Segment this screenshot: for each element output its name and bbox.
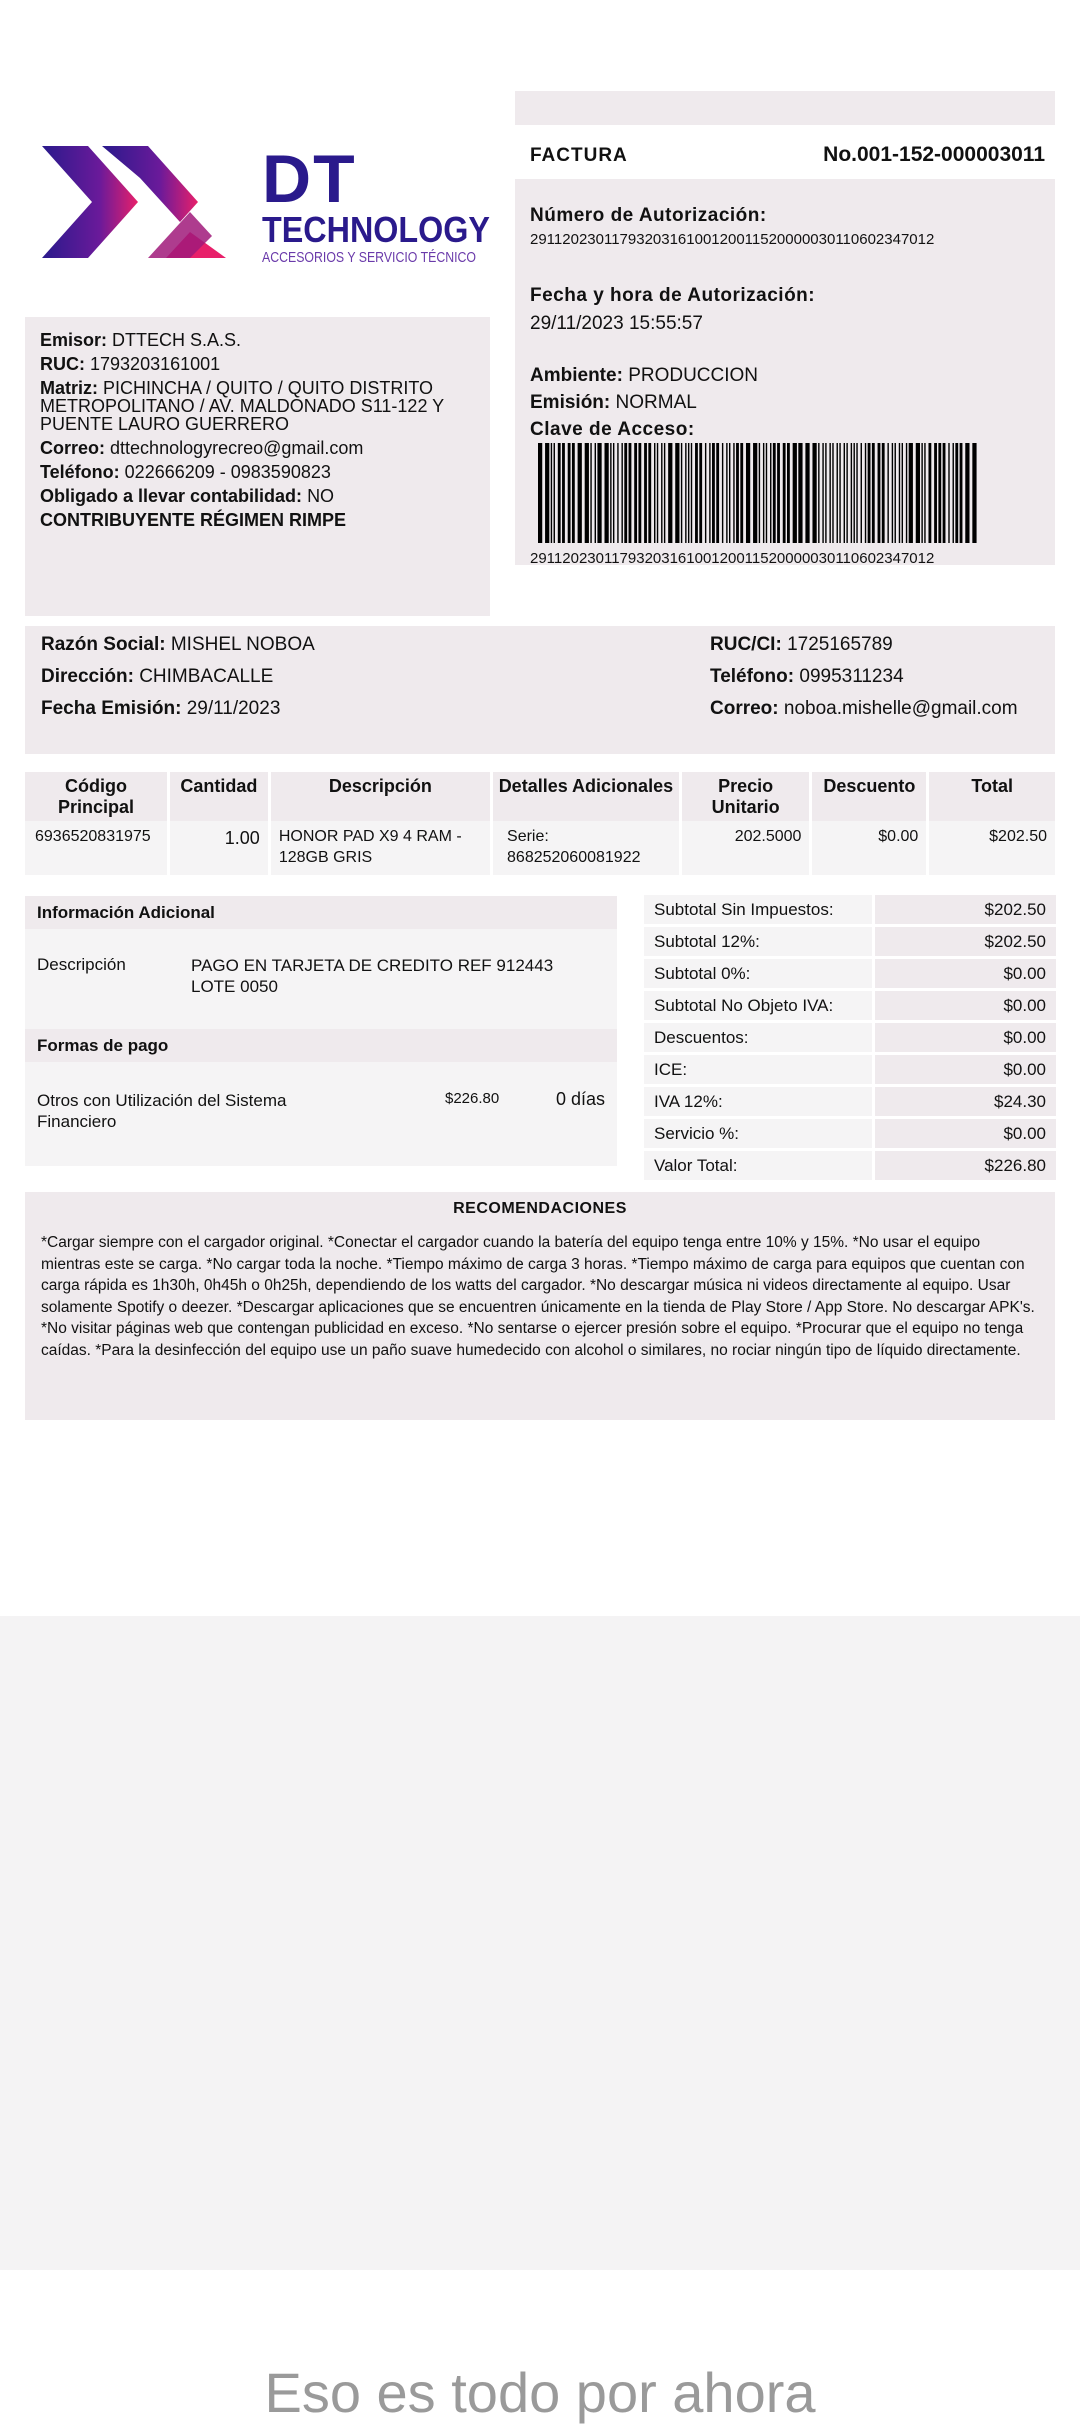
barcode-bar (554, 443, 555, 543)
brand-tagline: ACCESORIOS Y SERVICIO TÉCNICO (262, 249, 476, 266)
totals-label: Subtotal 12%: (644, 927, 872, 956)
col-header: Descripción (271, 772, 490, 821)
auth-date-label: Fecha y hora de Autorización: (530, 285, 816, 306)
barcode-bar (657, 443, 658, 543)
issuer-ruc-label: RUC: (40, 354, 85, 374)
barcode-bar (695, 443, 698, 543)
ambiente (530, 365, 758, 387)
item-total: $202.50 (929, 821, 1055, 875)
barcode-bar (712, 443, 715, 543)
barcode-bar (740, 443, 743, 543)
totals-row (644, 1151, 1056, 1180)
client-box (25, 626, 1055, 754)
totals-label: Subtotal 0%: (644, 959, 872, 988)
issuer-ruc-value: 1793203161001 (90, 354, 221, 374)
barcode-bar (597, 443, 601, 543)
totals-label: IVA 12%: (644, 1087, 872, 1116)
client-address (41, 666, 273, 688)
issuer-email-value: dttechnologyrecreo@gmail.com (110, 438, 364, 458)
barcode-bar (691, 443, 692, 543)
totals-label: ICE: (644, 1055, 872, 1084)
barcode-bar (906, 443, 907, 543)
barcode-bar (675, 443, 679, 543)
barcode-bar (798, 443, 802, 543)
barcode-bar (837, 443, 838, 543)
issuer-phone-label: Teléfono: (40, 462, 120, 482)
recommendations-text: *Cargar siempre con el cargador original. *Conectar el cargador cuando la batería del equipo tenga entre 10% y 15%. *No usar el equipo mientras este se carga. *No cargar toda la noche. *Tiempo máximo de carga 3 horas. *Tiempo máximo de carga para equipos que cuentan con carga rápida es 1h30h, 0h45h o 0h25h, dependiendo de los watts del cargador. *No descargar música ni videos directamente al equipo. Usar solamente Spotify o deezer. *Descargar aplicaciones que se encuentren únicamente en la tienda de Play Store / App Store. No descargar APK's. *No visitar páginas web que contengan publicidad en exceso. *No sentarse o ejercer presión sobre el equipo. *Procurar que el equipo no tenga caídas. *Para la desinfección del equipo use un paño suave humedecido con alcohol o similares, no rociar ningún tipo de líquido directamente. (41, 1234, 1035, 1359)
barcode-bar (777, 443, 780, 543)
payment-method: Otros con Utilización del Sistema Financiero (37, 1091, 287, 1132)
totals-table (644, 895, 1056, 1183)
barcode-bar (753, 443, 757, 543)
info-desc-value: PAGO EN TARJETA DE CREDITO REF 912443 LOTE 0050 (191, 956, 554, 997)
issuer-phone (40, 463, 475, 481)
barcode-bar (818, 443, 819, 543)
barcode-bar (733, 443, 734, 543)
barcode-bar (770, 443, 771, 543)
client-phone (710, 666, 904, 688)
client-issue-date (41, 698, 280, 720)
totals-row (644, 959, 1056, 988)
totals-row (644, 991, 1056, 1020)
barcode-bar (551, 443, 552, 543)
client-email-label: Correo: (710, 698, 779, 719)
barcode-bar (726, 443, 727, 543)
barcode-bar (634, 443, 637, 543)
additional-info (25, 896, 617, 1166)
item-description: HONOR PAD X9 4 RAM - 128GB GRIS (271, 821, 490, 875)
barcode-bar (844, 443, 845, 543)
auth-number-label: Número de Autorización: (530, 205, 767, 226)
barcode-bar (654, 443, 655, 543)
client-name (41, 634, 315, 656)
issuer-phone-value: 022666209 - 0983590823 (124, 462, 331, 482)
client-issue-date-value: 29/11/2023 (186, 698, 281, 719)
client-issue-date-label: Fecha Emisión: (41, 698, 182, 719)
emision-value: NORMAL (615, 392, 697, 413)
issuer-accounting (40, 487, 475, 505)
totals-row (644, 1119, 1056, 1148)
items-header-row (25, 772, 1055, 821)
barcode-bar (829, 443, 830, 543)
barcode-bar (805, 443, 809, 543)
barcode-bar (892, 443, 893, 543)
barcode-bar (545, 443, 549, 543)
barcode-bar (538, 443, 542, 543)
barcode-bar (558, 443, 561, 543)
svg-text:TECHNOLOGY: TECHNOLOGY (262, 209, 490, 250)
barcode-bar (759, 443, 760, 543)
barcode-bar (578, 443, 582, 543)
totals-row (644, 1087, 1056, 1116)
col-header: Código Principal (25, 772, 167, 821)
totals-row (644, 1023, 1056, 1052)
brand-name-mark: DT (262, 141, 357, 217)
client-address-label: Dirección: (41, 666, 134, 687)
barcode-bar (572, 443, 575, 543)
totals-label: Subtotal No Objeto IVA: (644, 991, 872, 1020)
issuer-address (40, 379, 475, 433)
barcode-bar (825, 443, 826, 543)
barcode-bar (685, 443, 686, 543)
doc-type: FACTURA (530, 145, 628, 166)
barcode-bar (960, 443, 963, 543)
barcode-bar (822, 443, 823, 543)
barcode-bar (562, 443, 565, 543)
barcode-bar (709, 443, 710, 543)
client-ruc-value: 1725165789 (787, 634, 893, 655)
barcode-bar (617, 443, 618, 543)
barcode-bar (664, 443, 665, 543)
access-key-value: 2911202301179320316100120011520000030110602347012 (530, 550, 935, 567)
totals-label: Descuentos: (644, 1023, 872, 1052)
issuer-regime: CONTRIBUYENTE RÉGIMEN RIMPE (40, 510, 347, 530)
totals-value: $0.00 (875, 959, 1056, 988)
barcode-bar (688, 443, 689, 543)
barcode-bar (793, 443, 797, 543)
barcode-bar (965, 443, 969, 543)
totals-label: Subtotal Sin Impuestos: (644, 895, 872, 924)
barcode-bar (953, 443, 954, 543)
issuer-address-value: PICHINCHA / QUITO / QUITO DISTRITO METROPOLITANO / AV. MALDONADO S11-122 Y PUENTE LAURO GUERRERO (40, 378, 444, 434)
access-key-barcode (538, 443, 978, 543)
client-phone-value: 0995311234 (799, 666, 904, 687)
invoice-title-row (515, 137, 1055, 179)
totals-value: $24.30 (875, 1087, 1056, 1116)
barcode-bar (872, 443, 875, 543)
barcode-bar (783, 443, 786, 543)
barcode-bar (972, 443, 976, 543)
barcode-bar (902, 443, 903, 543)
item-discount: $0.00 (812, 821, 926, 875)
totals-value: $0.00 (875, 1119, 1056, 1148)
client-ruc-label: RUC/CI: (710, 634, 782, 655)
col-header: Detalles Adicionales (493, 772, 679, 821)
barcode-bar (955, 443, 958, 543)
client-address-value: CHIMBACALLE (139, 666, 274, 687)
barcode-bar (746, 443, 750, 543)
end-of-content-message: Eso es todo por ahora (264, 2361, 816, 2424)
barcode-bar (943, 443, 946, 543)
barcode-bar (705, 443, 706, 543)
item-details: Serie: 868252060081922 (493, 821, 679, 875)
barcode-bar (610, 443, 611, 543)
barcode-bar (812, 443, 816, 543)
client-email (710, 698, 1018, 720)
emision (530, 392, 697, 414)
barcode-bar (629, 443, 632, 543)
issuer-name (40, 331, 475, 349)
barcode-bar (766, 443, 767, 543)
totals-value: $226.80 (875, 1151, 1056, 1180)
issuer-accounting-label: Obligado a llevar contabilidad: (40, 486, 303, 506)
barcode-bar (624, 443, 627, 543)
barcode-bar (716, 443, 719, 543)
info-desc-label: Descripción (37, 955, 126, 974)
barcode-bar (916, 443, 920, 543)
additional-info-body (25, 929, 617, 1029)
barcode-bar (787, 443, 790, 543)
item-code: 6936520831975 (25, 821, 167, 875)
barcode-bar (638, 443, 641, 543)
totals-label: Servicio %: (644, 1119, 872, 1148)
issuer-name-label: Emisor: (40, 330, 108, 350)
barcode-bar (948, 443, 949, 543)
barcode-bar (938, 443, 941, 543)
ambiente-value: PRODUCCION (628, 365, 759, 386)
client-name-label: Razón Social: (41, 634, 166, 655)
payment-body (25, 1062, 617, 1166)
barcode-bar (729, 443, 730, 543)
totals-label: Valor Total: (644, 1151, 872, 1180)
recommendations-box (25, 1192, 1055, 1420)
barcode-bar (878, 443, 881, 543)
barcode-bar (590, 443, 591, 543)
barcode-bar (928, 443, 931, 543)
item-quantity: 1.00 (170, 821, 268, 875)
barcode-bar (605, 443, 609, 543)
barcode-bar (595, 443, 596, 543)
barcode-bar (861, 443, 862, 543)
barcode-bar (736, 443, 739, 543)
barcode-bar (763, 443, 764, 543)
barcode-bar (854, 443, 855, 543)
ambiente-label: Ambiente: (530, 365, 623, 386)
barcode-bar (921, 443, 922, 543)
barcode-bar (668, 443, 672, 543)
barcode-bar (773, 443, 776, 543)
barcode-bar (832, 443, 833, 543)
totals-value: $0.00 (875, 1023, 1056, 1052)
col-header: Total (929, 772, 1055, 821)
payment-amount: $226.80 (445, 1090, 500, 1107)
document-viewer-background (0, 1616, 1080, 2270)
totals-value: $0.00 (875, 1055, 1056, 1084)
barcode-bar (868, 443, 871, 543)
barcode-bar (585, 443, 589, 543)
barcode-bar (934, 443, 937, 543)
authorization-box (515, 179, 1055, 565)
totals-row (644, 927, 1056, 956)
barcode-bar (613, 443, 614, 543)
barcode-bar (644, 443, 647, 543)
col-header: Descuento (812, 772, 926, 821)
item-unit-price: 202.5000 (682, 821, 810, 875)
totals-row (644, 1055, 1056, 1084)
issuer-email-label: Correo: (40, 438, 106, 458)
barcode-bar (681, 443, 682, 543)
client-ruc (710, 634, 893, 656)
payment-term: 0 días (556, 1089, 606, 1109)
barcode-bar (909, 443, 913, 543)
header-strip (515, 91, 1055, 125)
barcode-bar (887, 443, 888, 543)
totals-row (644, 895, 1056, 924)
doc-number: No.001-152-000003011 (823, 143, 1045, 166)
issuer-box (25, 317, 490, 616)
clave-label: Clave de Acceso: (530, 419, 695, 440)
additional-info-title: Información Adicional (25, 896, 617, 929)
issuer-ruc (40, 355, 475, 373)
barcode-bar (699, 443, 702, 543)
barcode-bar (895, 443, 896, 543)
barcode-bar (851, 443, 852, 543)
barcode-bar (722, 443, 723, 543)
issuer-accounting-value: NO (307, 486, 335, 506)
auth-date-value: 29/11/2023 15:55:57 (530, 313, 703, 334)
col-header: Precio Unitario (682, 772, 810, 821)
items-table (22, 772, 1058, 875)
totals-value: $202.50 (875, 927, 1056, 956)
emision-label: Emisión: (530, 392, 611, 413)
table-row (25, 821, 1055, 875)
barcode-bar (899, 443, 900, 543)
totals-value: $0.00 (875, 991, 1056, 1020)
barcode-bar (846, 443, 847, 543)
barcode-bar (924, 443, 925, 543)
issuer-email (40, 439, 475, 457)
barcode-bar (865, 443, 866, 543)
barcode-bar (648, 443, 651, 543)
recommendations-title: RECOMENDACIONES (453, 1200, 627, 1217)
client-phone-label: Teléfono: (710, 666, 795, 687)
client-name-value: MISHEL NOBOA (170, 634, 315, 655)
barcode-bar (856, 443, 857, 543)
dt-technology-logo (40, 140, 490, 280)
barcode-bar (882, 443, 885, 543)
barcode-bar (621, 443, 622, 543)
issuer-address-label: Matriz: (40, 378, 98, 398)
barcode-bar (661, 443, 662, 543)
col-header: Cantidad (170, 772, 268, 821)
issuer-name-value: DTTECH S.A.S. (112, 330, 242, 350)
auth-number-value: 2911202301179320316100120011520000030110602347012 (530, 231, 935, 248)
payment-title: Formas de pago (25, 1029, 617, 1062)
barcode-bar (568, 443, 571, 543)
totals-value: $202.50 (875, 895, 1056, 924)
barcode-bar (839, 443, 840, 543)
client-email-value: noboa.mishelle@gmail.com (783, 698, 1018, 719)
